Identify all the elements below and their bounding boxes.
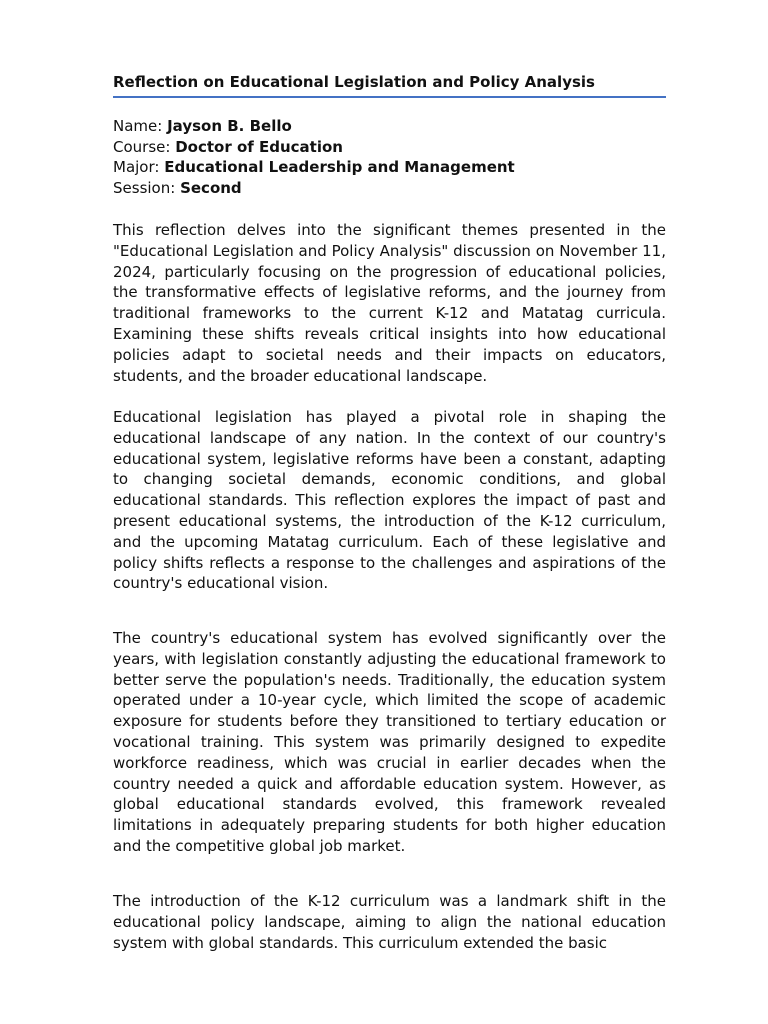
course-row bbox=[113, 137, 666, 158]
major-label: Major: bbox=[113, 158, 160, 177]
paragraph-system-evolution: The country's educational system has evolved significantly over the years, with legislation constantly adjusting the educational framework to better serve the population's needs. Traditionally, the education system operated under a 10-year cycle, which limited the scope of academic exposure for students before they transitioned to tertiary education or vocational training. This system was primarily designed to expedite workforce readiness, which was crucial in earlier decades when the country needed a quick and affordable education system. However, as global educational standards evolved, this framework revealed limitations in adequately preparing students for both higher education and the competitive global job market. bbox=[113, 629, 666, 855]
paragraph-legislation-role: Educational legislation has played a pivotal role in shaping the educational landscape of any nation. In the context of our country's educational system, legislative reforms have been a constant, adapting to changing societal demands, economic conditions, and global educational standards. This reflection explores the impact of past and present educational systems, the introduction of the K-12 curriculum, and the upcoming Matatag curriculum. Each of these legislative and policy shifts reflects a response to the challenges and aspirations of the country's educational vision. bbox=[113, 408, 666, 593]
author-info bbox=[113, 116, 666, 198]
session-label: Session: bbox=[113, 178, 176, 197]
name-value: Jayson B. Bello bbox=[167, 117, 292, 135]
document-title: Reflection on Educational Legislation and Policy Analysis bbox=[113, 73, 595, 91]
major-row bbox=[113, 157, 666, 178]
major-value: Educational Leadership and Management bbox=[164, 158, 515, 177]
name-row bbox=[113, 116, 666, 137]
session-row bbox=[113, 178, 666, 199]
title-underline bbox=[113, 96, 666, 98]
name-label: Name: bbox=[113, 117, 163, 135]
paragraph-k12-introduction: The introduction of the K-12 curriculum was a landmark shift in the educational policy landscape, aiming to align the national education system with global standards. This curriculum extended the basic bbox=[113, 892, 666, 952]
course-value: Doctor of Education bbox=[175, 137, 343, 156]
paragraph-intro: This reflection delves into the significant themes presented in the "Educational Legislation and Policy Analysis" discussion on November 11, 2024, particularly focusing on the progression of educational policies, the transformative effects of legislative reforms, and the journey from traditional frameworks to the current K-12 and Matatag curricula. Examining these shifts reveals critical insights into how educational policies adapt to societal needs and their impacts on educators, students, and the broader educational landscape. bbox=[113, 221, 666, 385]
course-label: Course: bbox=[113, 137, 171, 156]
session-value: Second bbox=[180, 178, 242, 197]
